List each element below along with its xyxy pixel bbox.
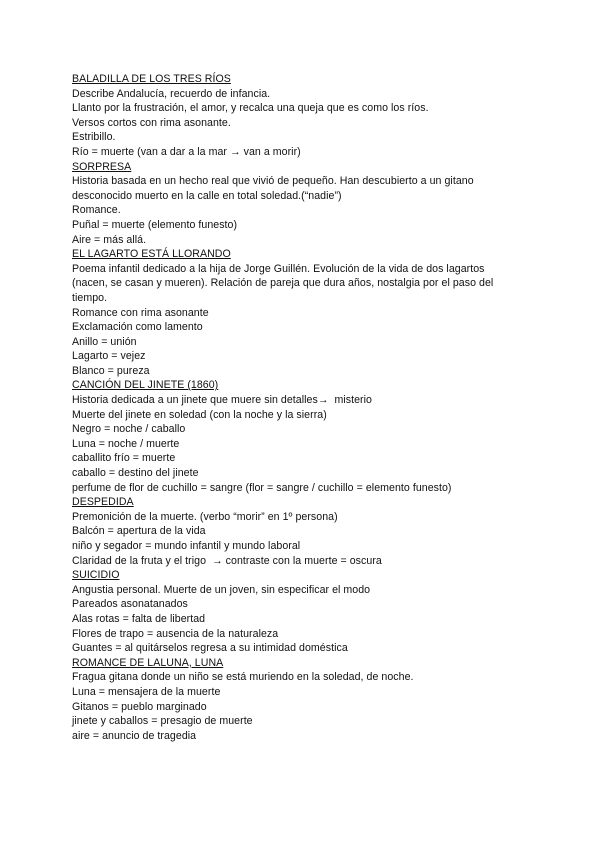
- section-heading: BALADILLA DE LOS TRES RÍOS: [72, 73, 231, 85]
- text-line: jinete y caballos = presagio de muerte: [72, 715, 253, 728]
- section-heading: SUICIDIO: [72, 569, 120, 582]
- text-line: perfume de flor de cuchillo = sangre (flor = sangre / cuchillo = elemento funesto): [72, 481, 452, 494]
- text-line: Anillo = unión: [72, 335, 137, 348]
- text-line: Llanto por la frustración, el amor, y recalca una queja que es como los ríos.: [72, 102, 429, 115]
- text-line: Lagarto = vejez: [72, 350, 146, 363]
- text-line: Fragua gitana donde un niño se está muriendo en la soledad, de noche.: [72, 671, 414, 684]
- text-line: Angustia personal. Muerte de un joven, sin especificar el modo: [72, 583, 371, 596]
- text-line: Flores de trapo = ausencia de la naturaleza: [72, 627, 279, 640]
- text-line: Exclamación como lamento: [72, 321, 203, 334]
- text-line: Pareados asonatanados: [72, 598, 188, 611]
- text-line: Guantes = al quitárselos regresa a su intimidad doméstica: [72, 642, 348, 655]
- text-line: Negro = noche / caballo: [72, 423, 186, 436]
- section-heading: ROMANCE DE LALUNA, LUNA: [72, 656, 224, 669]
- text-line: Historia basada en un hecho real que vivió de pequeño. Han descubierto a un gitano: [72, 175, 474, 188]
- text-line: Luna = mensajera de la muerte: [72, 685, 221, 698]
- text-line: Claridad de la fruta y el trigo → contraste con la muerte = oscura: [72, 554, 382, 567]
- section-heading: SORPRESA: [72, 160, 132, 173]
- text-line: Río = muerte (van a dar a la mar → van a morir): [72, 145, 301, 158]
- text-line: Gitanos = pueblo marginado: [72, 700, 207, 713]
- text-line: Alas rotas = falta de libertad: [72, 612, 206, 625]
- text-line: Premonición de la muerte. (verbo “morir” en 1º persona): [72, 510, 338, 523]
- text-line: Blanco = pureza: [72, 364, 150, 377]
- section-heading: DESPEDIDA: [72, 496, 134, 509]
- text-line: Muerte del jinete en soledad (con la noche y la sierra): [72, 408, 327, 421]
- section-heading: CANCIÓN DEL JINETE (1860): [72, 379, 219, 392]
- text-line: Aire = más allá.: [72, 233, 147, 246]
- text-line: caballito frío = muerte: [72, 452, 176, 465]
- text-line: Poema infantil dedicado a la hija de Jorge Guillén. Evolución de la vida de dos lagartos: [72, 262, 485, 275]
- text-line: desconocido muerto en la calle en total soledad.(“nadie”): [72, 189, 342, 202]
- text-line: niño y segador = mundo infantil y mundo laboral: [72, 540, 301, 552]
- text-line: Romance.: [72, 204, 121, 217]
- text-line: Romance con rima asonante: [72, 306, 209, 319]
- text-line: Versos cortos con rima asonante.: [72, 116, 231, 129]
- text-line: Luna = noche / muerte: [72, 437, 180, 450]
- text-line: Historia dedicada a un jinete que muere sin detalles→ misterio: [72, 394, 372, 407]
- text-line: (nacen, se casan y mueren). Relación de pareja que dura años, nostalgia por el paso del: [72, 277, 494, 290]
- text-line: Balcón = apertura de la vida: [72, 525, 206, 538]
- text-line: aire = anuncio de tragedia: [72, 729, 197, 742]
- text-line: Puñal = muerte (elemento funesto): [72, 218, 238, 231]
- text-line: Describe Andalucía, recuerdo de infancia.: [72, 87, 271, 100]
- section-heading: EL LAGARTO ESTÁ LLORANDO: [72, 248, 231, 261]
- text-line: tiempo.: [72, 291, 108, 304]
- text-line: caballo = destino del jinete: [72, 467, 199, 480]
- text-line: Estribillo.: [72, 131, 116, 144]
